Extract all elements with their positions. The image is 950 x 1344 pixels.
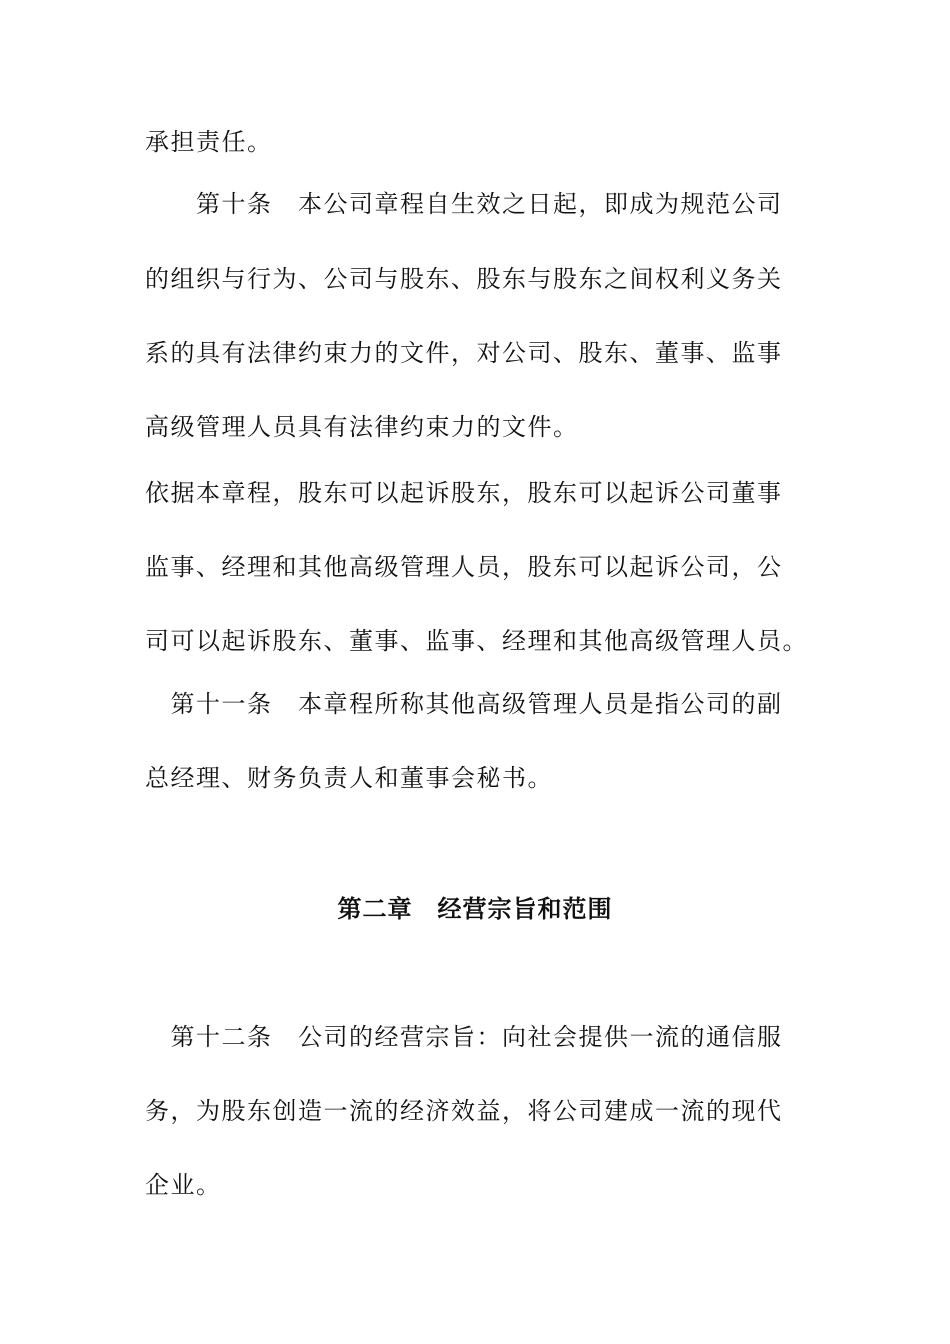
article-10-line-1: 第十条 本公司章程自生效之日起，即成为规范公司 [145,190,783,218]
article-11-line-1: 第十一条 本章程所称其他高级管理人员是指公司的副 [145,690,783,718]
paragraph-line: 监事、经理和其他高级管理人员，股东可以起诉公司，公 [145,553,783,581]
article-12-line-2: 务，为股东创造一流的经济效益，将公司建成一流的现代 [145,1097,783,1125]
paragraph-line: 依据本章程，股东可以起诉股东，股东可以起诉公司董事 [145,479,783,507]
article-10-line-2: 的组织与行为、公司与股东、股东与股东之间权利义务关 [145,265,783,293]
article-12-line-1: 第十二条 公司的经营宗旨：向社会提供一流的通信服 [145,1023,783,1051]
article-12-line-3: 企业。 [145,1171,222,1199]
paragraph-line: 司可以起诉股东、董事、监事、经理和其他高级管理人员。 [145,627,808,655]
article-10-line-3: 系的具有法律约束力的文件，对公司、股东、董事、监事 [145,339,783,367]
article-10-line-4: 高级管理人员具有法律约束力的文件。 [145,413,579,441]
paragraph-line: 承担责任。 [145,128,273,156]
chapter-heading: 第二章 经营宗旨和范围 [337,894,613,923]
article-11-line-2: 总经理、财务负责人和董事会秘书。 [145,764,553,792]
